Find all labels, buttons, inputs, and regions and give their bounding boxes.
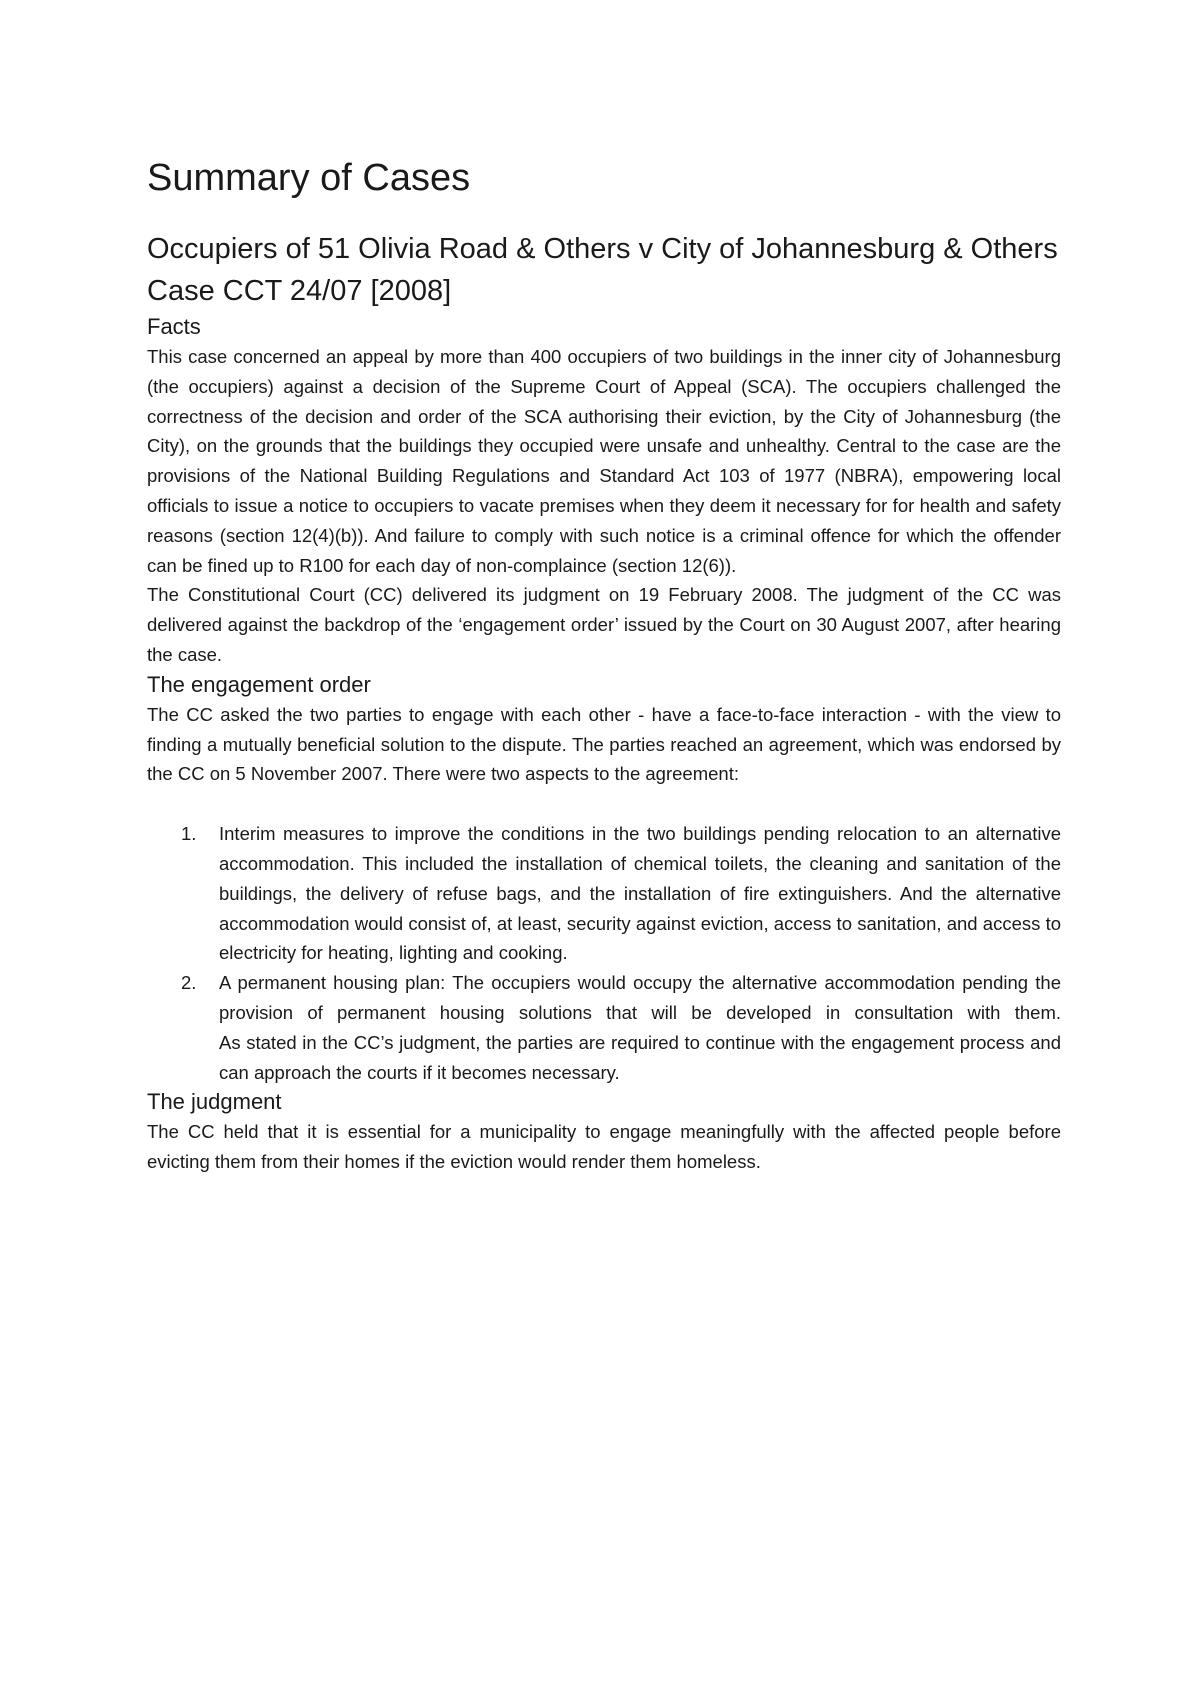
facts-paragraph-2: The Constitutional Court (CC) delivered its judgment on 19 February 2008. The judgment of the CC was delivered against the backdrop of the ‘engagement order’ issued by the Court on 30 August 2007, after hearing the case. [147, 584, 1061, 665]
list-item-number: 2. [181, 972, 197, 994]
engagement-order-paragraph: The CC asked the two parties to engage with each other - have a face-to-face interaction - with the view to finding a mutually beneficial solution to the dispute. The parties reached an agreement, which was endorsed by the CC on 5 November 2007. There were two aspects to the agreement: [147, 703, 1061, 785]
facts-heading: Facts [147, 314, 201, 339]
list-item-text: A permanent housing plan: The occupiers would occupy the alternative accommodation pending the provision of permanent housing solutions that will be developed in consultation with them. [219, 972, 1061, 1023]
judgment-paragraph: The CC held that it is essential for a municipality to engage meaningfully with the affected people before evicting them from their homes if the eviction would render them homeless. [147, 1121, 1061, 1173]
judgment-heading: The judgment [147, 1089, 282, 1115]
list-item-text: Interim measures to improve the conditions in the two buildings pending relocation to an alternative accommodation. This included the installation of chemical toilets, the cleaning and sanitation of the buildings, the delivery of refuse bags, and the installation of fire extinguishers. And the alternative accommodation would consist of, at least, security against eviction, access to sanitation, and access to electricity for heating, lighting and cooking. [219, 823, 1061, 964]
list-item [147, 968, 1061, 1087]
case-title: Occupiers of 51 Olivia Road & Others v City of Johannesburg & Others Case CCT 24/07 [2008] [147, 233, 1058, 307]
list-item [147, 819, 1061, 968]
document-title: Summary of Cases [147, 157, 471, 199]
engagement-order-heading: The engagement order [147, 671, 371, 697]
list-item-text-continued: As stated in the CC’s judgment, the parties are required to continue with the engagement process and can approach the courts if it becomes necessary. [219, 1031, 1061, 1083]
list-item-number: 1. [181, 823, 197, 845]
agreement-aspects-list [147, 819, 1061, 1087]
facts-paragraph-1: This case concerned an appeal by more than 400 occupiers of two buildings in the inner city of Johannesburg (the occupiers) against a decision of the Supreme Court of Appeal (SCA). The occupiers challenged the correctness of the decision and order of the SCA authorising their eviction, by the City of Johannesburg (the City), on the grounds that the buildings they occupied were unsafe and unhealthy. Central to the case are the provisions of the National Building Regulations and Standard Act 103 of 1977 (NBRA), empowering local officials to issue a notice to occupiers to vacate premises when they deem it necessary for for health and safety reasons (section 12(4)(b)). And failure to comply with such notice is a criminal offence for which the offender can be fined up to R100 for each day of non-complaince (section 12(6)). [147, 346, 1061, 576]
document-content [147, 150, 1061, 1177]
